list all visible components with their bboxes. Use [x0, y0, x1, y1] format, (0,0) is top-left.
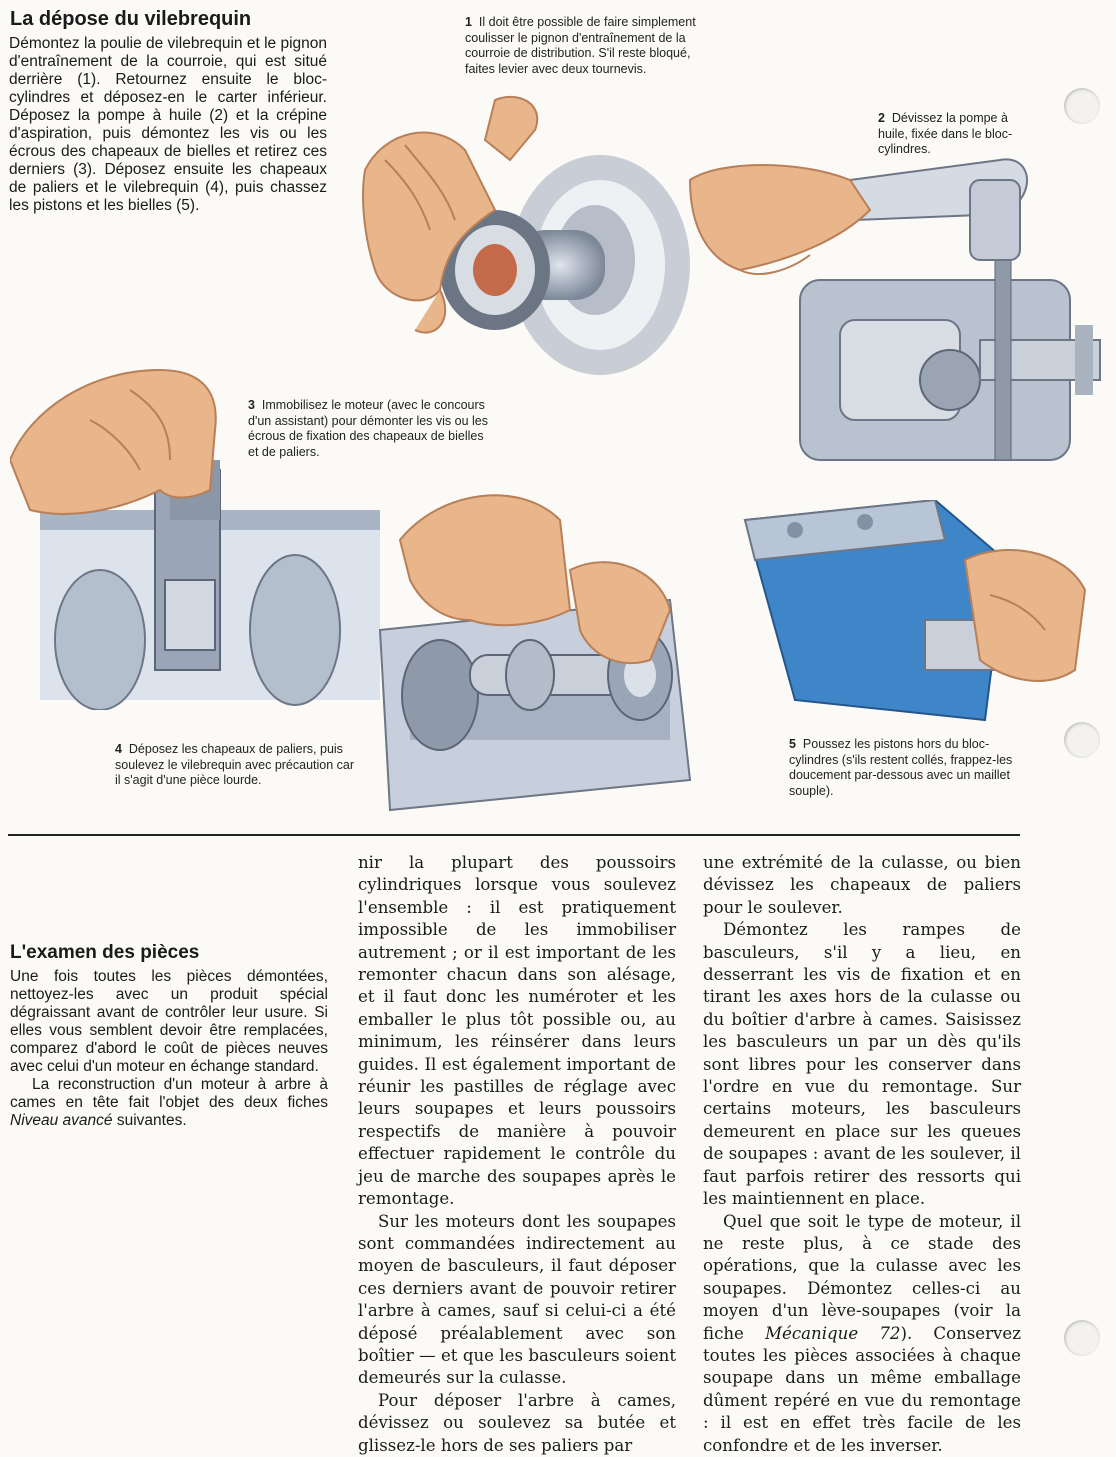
caption-3: 3 Immobilisez le moteur (avec le concours d'un assistant) pour démonter les vis ou les écrous de fixation des chapeaux de bielles et de paliers. [248, 398, 489, 459]
section-title: La dépose du vilebrequin [10, 8, 252, 30]
column2-paragraph-1: nir la plupart des poussoirs cylindriques lorsque vous soulevez l'ensemble : il est pratiquement impossible de les immobiliser autrement ; or il est important de les remonter chacun dans son alésage, et il faut donc les numéroter et les emballer le plus tôt possible ou, au minimum, les réinsérer dans leurs guides. Il est également important de réunir les pastilles de réglage avec leurs soupapes et leurs poussoirs respectifs de manière à pouvoir effectuer rapidement le contrôle du jeu de marche des soupapes après le remontage. [358, 853, 676, 1209]
caption-2: 2 Dévissez la pompe à huile, fixée dans le bloc-cylindres. [878, 111, 1013, 157]
subsection-title: L'examen des pièces [10, 942, 200, 963]
caption-4: 4 Déposez les chapeaux de paliers, puis soulevez le vilebrequin avec précaution car il s'agit d'une pièce lourde. [115, 742, 355, 788]
punch-hole [1064, 722, 1100, 758]
crankshaft-lift-illustration [370, 480, 700, 820]
column3-paragraph-3: Quel que soit le type de moteur, il ne reste plus, à ce stade des opérations, que la culasse avec les soupapes. Démontez celles-ci au moyen d'un lève-soupapes (voir la fiche Mécanique 72). Conservez toutes les pièces associées à chaque soupape dans un même emballage dûment repéré en vue du remontage : il est en effet très facile de les confondre et de les inverser. [703, 1211, 1021, 1455]
exam-text [10, 968, 328, 1130]
punch-hole [1064, 88, 1100, 124]
caption-1: 1 Il doit être possible de faire simplement coulisser le pignon d'entraînement de la courroie de distribution. S'il reste bloqué, faites levier avec deux tournevis. [465, 15, 696, 76]
text-column-3 [703, 852, 1021, 1457]
exam-paragraph-1: Une fois toutes les pièces démontées, nettoyez-les avec un produit spécial dégraissant avant de contrôler leur usure. Si elles vous semblent devoir être remplacées, comparez d'abord le coût de pièces neuves avec celui d'un moteur en échange standard. [10, 968, 328, 1075]
wrench-on-oil-pump-illustration [680, 120, 1105, 480]
column2-paragraph-2: Sur les moteurs dont les soupapes sont commandées indirectement au moyen de basculeurs, il faut déposer ces derniers avant de pouvoir retirer l'arbre à cames, sauf si celui-ci a été déposé préalablement avec son boîtier — et que les basculeurs soient demeurés sur la culasse. [358, 1211, 676, 1388]
caption-5: 5 Poussez les pistons hors du bloc-cylindres (s'ils restent collés, frappez-les doucement par-dessous avec un maillet souple). [789, 737, 1013, 798]
column3-paragraph-2: Démontez les rampes de basculeurs, s'il y a lieu, en desserrant les vis de fixation et en tirant les axes hors de la culasse ou du boîtier d'arbre à cames. Saisissez les basculeurs un par un dès qu'ils sont libres pour les conserver dans l'ordre en vue du remontage. Sur certains moteurs, les basculeurs demeurent en place sur les queues de soupapes : avant de les soulever, il faut parfois retirer des ressorts qui les maintiennent en place. [703, 920, 1021, 1209]
punch-hole [1064, 1320, 1100, 1356]
piston-push-illustration [735, 500, 1095, 730]
hand-with-gear-illustration [345, 90, 690, 390]
column2-paragraph-3: Pour déposer l'arbre à cames, dévissez ou soulevez sa butée et glissez-le hors de ses paliers par [358, 1390, 676, 1455]
column3-paragraph-1: une extrémité de la culasse, ou bien dévissez les chapeaux de paliers pour le soulever. [703, 853, 1021, 917]
intro-paragraph: Démontez la poulie de vilebrequin et le pignon d'entraînement de la courroie, qui est situé derrière (1). Retournez ensuite le bloc-cylindres et déposez-en le carter inférieur. Déposez la pompe à huile (2) et la crépine d'aspiration, puis démontez les vis ou les écrous des chapeaux de bielles et retirez ces derniers (3). Déposez ensuite les chapeaux de paliers et le vilebrequin (4), puis chassez les pistons et les bielles (5). [9, 35, 327, 214]
section-divider [8, 834, 1020, 836]
exam-paragraph-2: La reconstruction d'un moteur à arbre à cames en tête fait l'objet des deux fiches Niveau avancé suivantes. [10, 1076, 328, 1129]
text-column-2 [358, 852, 676, 1457]
